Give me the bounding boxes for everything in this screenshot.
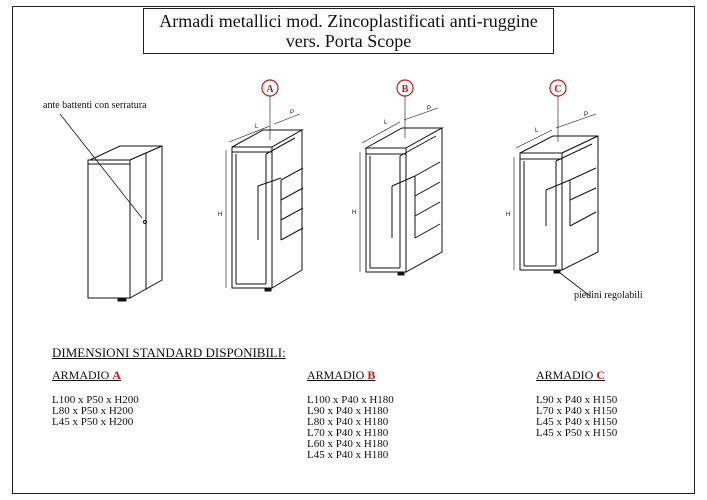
doors-label: ante battenti con serratura xyxy=(43,100,147,111)
column-b-prefix: ARMADIO xyxy=(307,368,365,382)
variant-a-label: A xyxy=(266,84,274,95)
title-line-2: vers. Porta Scope xyxy=(285,31,412,51)
cabinet-a xyxy=(218,80,303,291)
list-item: L100 x P40 x H180 xyxy=(307,394,394,406)
variant-c-height-marker: H xyxy=(506,212,511,218)
list-item: L70 x P40 x H180 xyxy=(307,427,389,439)
variant-a-length-marker: L xyxy=(255,124,259,130)
list-item: L90 x P40 x H180 xyxy=(307,405,389,417)
list-item: L100 x P50 x H200 xyxy=(52,394,139,406)
dimensions-column-b xyxy=(307,370,394,461)
cabinet-b xyxy=(352,80,442,275)
variant-c-label: C xyxy=(554,84,562,95)
list-item: L80 x P40 x H180 xyxy=(307,416,389,428)
variant-b-length-marker: L xyxy=(384,120,388,126)
list-item: L45 x P40 x H150 xyxy=(536,416,618,428)
column-b-heading xyxy=(307,370,394,381)
dimensions-heading: DIMENSIONI STANDARD DISPONIBILI: xyxy=(52,345,286,360)
column-a-prefix: ARMADIO xyxy=(52,368,110,382)
column-a-heading xyxy=(52,370,139,381)
column-c-prefix: ARMADIO xyxy=(536,368,594,382)
variant-c-length-marker: L xyxy=(535,128,539,134)
column-a-letter: A xyxy=(112,368,122,382)
variant-b-depth-marker: P xyxy=(427,106,432,112)
variant-a-depth-marker: P xyxy=(290,110,295,116)
column-b-letter: B xyxy=(367,368,376,382)
list-item: L60 x P40 x H180 xyxy=(307,438,389,450)
list-item: L45 x P50 x H150 xyxy=(536,427,618,439)
list-item: L80 x P50 x H200 xyxy=(52,405,134,417)
variant-c-depth-marker: P xyxy=(584,112,589,118)
dimensions-column-c xyxy=(536,370,617,439)
column-c-letter: C xyxy=(596,368,606,382)
variant-b-label: B xyxy=(401,84,409,95)
list-item: L70 x P40 x H150 xyxy=(536,405,618,417)
feet-label: piedini regolabili xyxy=(574,290,643,301)
variant-b-height-marker: H xyxy=(352,210,357,216)
closed-cabinet xyxy=(60,114,162,301)
variant-a-height-marker: H xyxy=(218,212,223,218)
cabinet-c xyxy=(506,80,598,296)
title-line-1: Armadi metallici mod. Zincoplastificati anti-ruggine xyxy=(159,11,538,31)
list-item: L45 x P50 x H200 xyxy=(52,416,134,428)
dimensions-column-a xyxy=(52,370,139,428)
column-c-heading xyxy=(536,370,617,381)
list-item: L45 x P40 x H180 xyxy=(307,449,389,461)
list-item: L90 x P40 x H150 xyxy=(536,394,618,406)
